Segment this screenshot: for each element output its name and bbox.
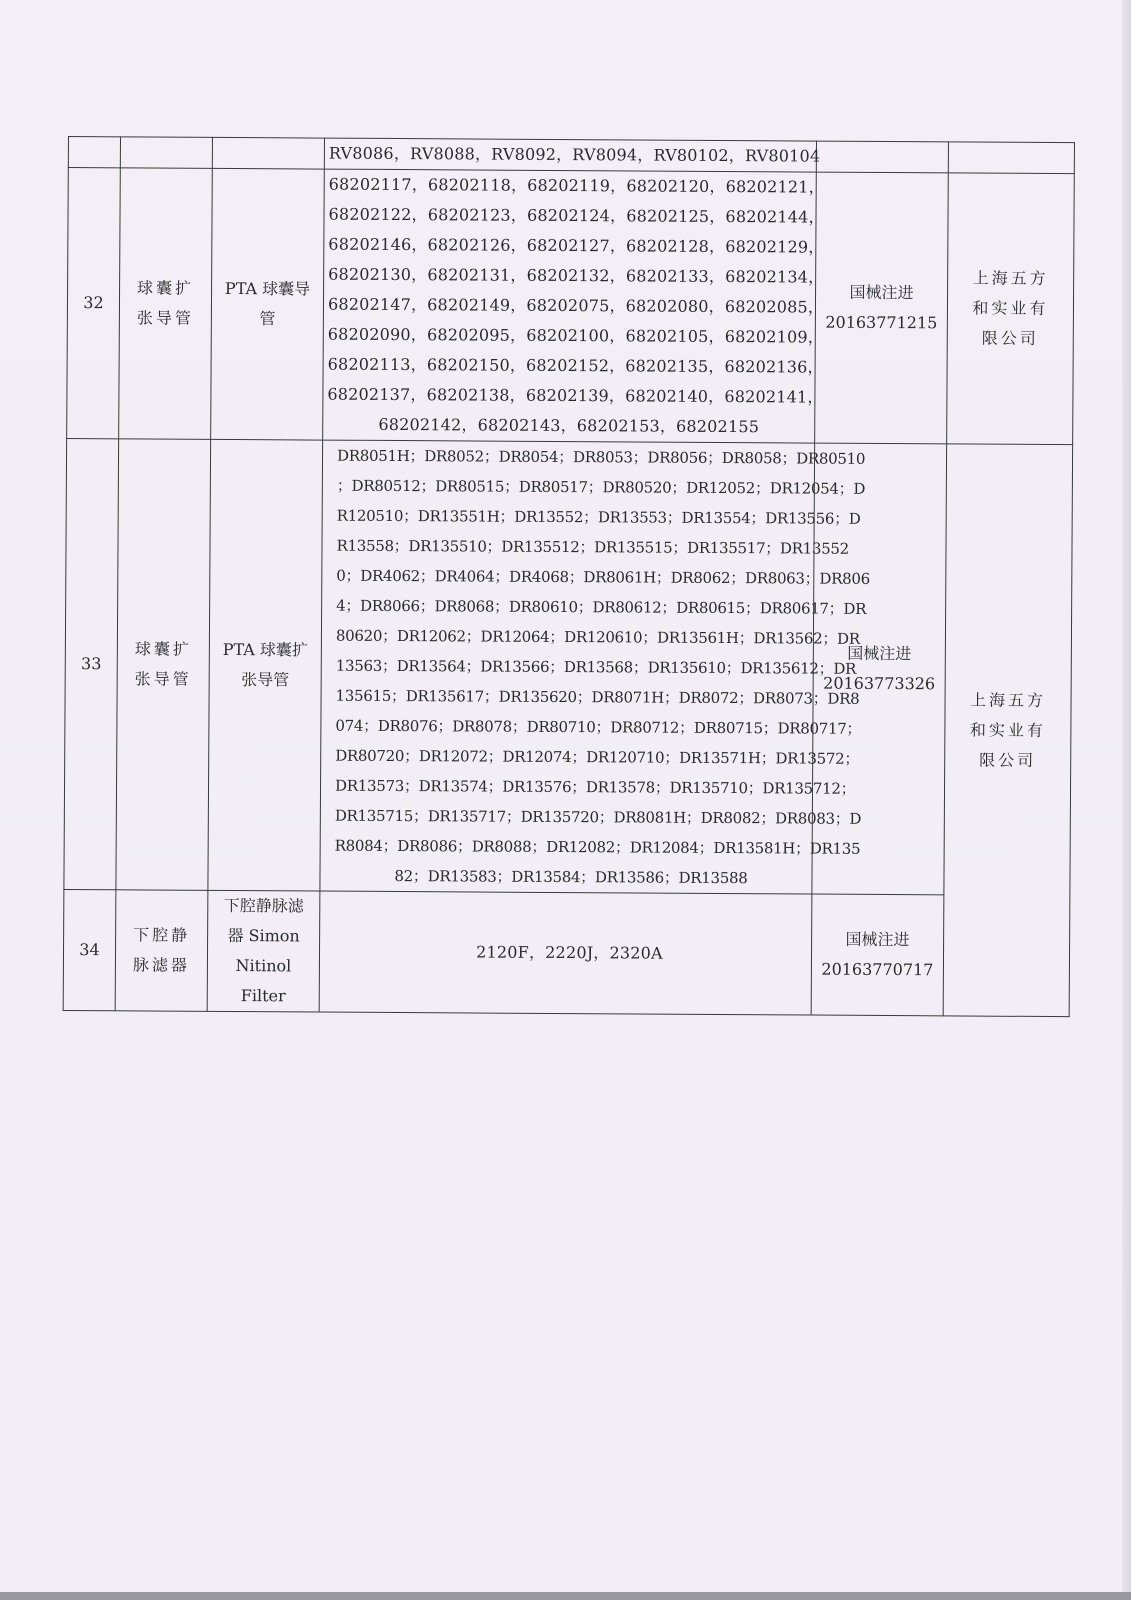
registration-cell — [816, 141, 948, 173]
category-line: 球囊扩 — [136, 278, 195, 298]
device-registration-table — [63, 136, 1075, 1017]
company-line: 限公司 — [979, 750, 1037, 770]
scan-right-edge — [1122, 0, 1131, 1600]
model-line: 4；DR8066；DR8068；DR80610；DR80612；DR80615；DR80617；DR — [336, 596, 867, 618]
category-line: 脉滤器 — [132, 955, 190, 975]
product-name-line: PTA 球囊扩 — [222, 639, 309, 660]
company-cell-merged — [943, 444, 1072, 1017]
registration-line: 国械注进 — [849, 282, 914, 303]
model-line: DR8051H；DR8052；DR8054；DR8053；DR8056；DR8058；DR80510 — [336, 446, 866, 468]
model-line: 82；DR13583；DR13584；DR13586；DR13588 — [394, 867, 748, 888]
product-name-cell — [211, 168, 325, 440]
category-line: 下腔静 — [133, 925, 191, 945]
model-line: 68202130，68202131，68202132，68202133，68202134， — [328, 264, 825, 287]
scan-bottom-edge — [0, 1592, 1131, 1600]
registration-line: 国械注进 — [847, 643, 912, 664]
registration-line: 20163773326 — [823, 673, 936, 694]
model-line: 68202090，68202095，68202100，68202105，68202109， — [327, 324, 825, 347]
product-name-cell — [208, 439, 323, 891]
registration-line: 20163771215 — [825, 312, 938, 333]
company-line: 限公司 — [981, 328, 1039, 348]
model-list-cell — [320, 440, 870, 894]
product-name-line: 器 Simon — [227, 925, 300, 946]
product-name-line: 下腔静脉滤 — [223, 895, 304, 916]
model-line: 135615；DR135617；DR135620；DR8071H；DR8072；DR8073；DR8 — [335, 686, 860, 708]
model-line: 68202147，68202149，68202075，68202080，68202085， — [327, 294, 825, 317]
model-line: DR80720；DR12072；DR12074；DR120710；DR13571H；DR13572； — [335, 746, 860, 768]
registration-cell — [811, 894, 944, 1016]
row-number-cell: 32 — [67, 168, 121, 439]
category-cell — [115, 890, 208, 1012]
table-row-34 — [63, 889, 1070, 1016]
company-cell — [948, 142, 1074, 174]
row-number-cell — [68, 137, 120, 168]
model-line: 68202122，68202123，68202124，68202125，68202144， — [328, 204, 825, 227]
model-line: ；DR80512；DR80515；DR80517；DR80520；DR12052；DR12054；D — [336, 476, 866, 498]
product-name-cell — [207, 890, 320, 1012]
registration-line: 国械注进 — [845, 929, 910, 950]
company-cell — [947, 173, 1075, 445]
category-cell — [119, 168, 213, 440]
model-line: 68202142，68202143，68202153，68202155 — [378, 414, 760, 437]
category-line: 球囊扩 — [134, 639, 192, 659]
model-list-cell — [324, 138, 821, 172]
model-line: RV8086，RV8088，RV8092，RV8094，RV80102，RV80104 — [328, 143, 821, 166]
model-list-cell — [319, 891, 812, 1015]
category-cell — [116, 439, 211, 891]
model-line: 2120F，2220J，2320A — [476, 942, 663, 963]
model-list-cell — [323, 169, 825, 443]
category-cell — [120, 137, 212, 169]
registration-line: 20163770717 — [821, 959, 934, 980]
model-line: 68202113，68202150，68202152，68202135，68202136， — [327, 354, 824, 377]
model-line: DR13573；DR13574；DR13576；DR13578；DR135710；DR135712； — [334, 776, 856, 798]
model-line: DR135715；DR135717；DR135720；DR8081H；DR8082；DR8083；D — [334, 806, 862, 828]
model-line: 68202117，68202118，68202119，68202120，68202121， — [328, 174, 825, 197]
company-line: 上海五方 — [972, 268, 1049, 288]
table-row-32 — [67, 168, 1075, 445]
registration-cell — [815, 172, 949, 444]
product-name-line: 管 — [259, 309, 276, 329]
model-line: R120510；DR13551H；DR13552；DR13553；DR13554；DR13556；D — [336, 506, 861, 528]
model-line: 80620；DR12062；DR12064；DR120610；DR13561H；DR13562；DR — [335, 626, 860, 648]
model-line: 13563；DR13564；DR13566；DR13568；DR135610；DR135612；DR — [335, 656, 857, 678]
model-line: 68202137，68202138，68202139，68202140，68202141， — [327, 384, 824, 407]
product-name-line: Filter — [240, 986, 286, 1006]
company-line: 上海五方 — [970, 690, 1047, 710]
company-line: 和实业有 — [972, 298, 1049, 318]
model-line: 68202146，68202126，68202127，68202128，68202129， — [328, 234, 825, 257]
category-line: 张导管 — [136, 308, 194, 328]
row-number-cell: 33 — [64, 438, 119, 889]
product-name-line: Nitinol — [235, 956, 292, 976]
table-row-33 — [64, 438, 1073, 895]
product-name-line: 张导管 — [241, 670, 290, 690]
model-line: R8084；DR8086；DR8088；DR12082；DR12084；DR13581H；DR135 — [334, 836, 861, 858]
company-line: 和实业有 — [969, 720, 1046, 740]
product-name-cell — [212, 137, 324, 169]
model-line: R13558；DR135510；DR135512；DR135515；DR135517；DR13552 — [336, 536, 849, 558]
category-line: 张导管 — [134, 669, 192, 689]
row-number-cell: 34 — [63, 889, 116, 1010]
product-name-line: PTA 球囊导 — [224, 278, 311, 299]
model-line: 0；DR4062；DR4064；DR4068；DR8061H；DR8062；DR8063；DR806 — [336, 566, 870, 588]
model-line: 074；DR8076；DR8078；DR80710；DR80712；DR80715；DR80717； — [335, 716, 862, 738]
